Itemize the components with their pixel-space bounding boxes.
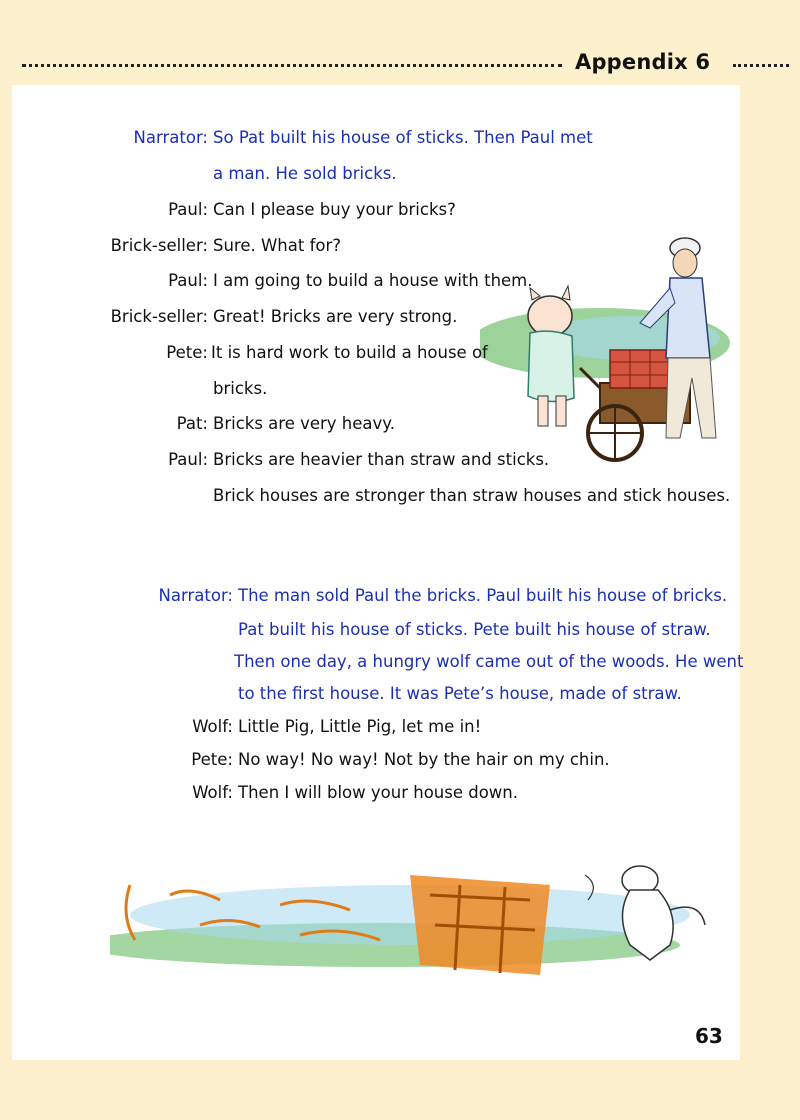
header-bar <box>0 50 800 80</box>
speech-text: Then one day, a hungry wolf came out of the woods. He went <box>234 652 744 671</box>
speaker-label: Narrator: <box>133 128 208 147</box>
speaker-label: Brick-seller: <box>110 236 208 255</box>
speech-text: It is hard work to build a house of <box>211 343 488 362</box>
pig-buying-bricks-illustration <box>480 228 730 478</box>
speaker-label: Wolf: <box>192 717 233 736</box>
speaker-label: Paul: <box>168 271 208 290</box>
speech-text: Bricks are heavier than straw and sticks. <box>213 450 550 469</box>
speech-text: Pat built his house of sticks. Pete built his house of straw. <box>238 620 711 639</box>
speech-text: So Pat built his house of sticks. Then Paul met <box>213 128 593 147</box>
speaker-label: Paul: <box>168 200 208 219</box>
speech-text: The man sold Paul the bricks. Paul built his house of bricks. <box>238 586 728 605</box>
appendix-title: Appendix 6 <box>575 50 711 74</box>
speech-text: I am going to build a house with them. <box>213 271 533 290</box>
speech-text: a man. He sold bricks. <box>213 164 397 183</box>
speech-text: Brick houses are stronger than straw houses and stick houses. <box>213 486 731 505</box>
speech-text: bricks. <box>213 379 268 398</box>
speech-text: Bricks are very heavy. <box>213 414 395 433</box>
header-dotted-rule <box>22 64 562 67</box>
header-dotted-rule <box>733 64 789 67</box>
speaker-label: Wolf: <box>192 783 233 802</box>
speech-text: Can I please buy your bricks? <box>213 200 456 219</box>
speech-text: Sure. What for? <box>213 236 342 255</box>
speaker-label: Paul: <box>168 450 208 469</box>
speaker-label: Brick-seller: <box>110 307 208 326</box>
speech-text: Great! Bricks are very strong. <box>213 307 458 326</box>
speaker-label: Pete: <box>191 750 233 769</box>
wolf-blowing-straw-house-illustration <box>110 855 730 985</box>
speech-text: to the first house. It was Pete’s house, made of straw. <box>238 684 682 703</box>
speaker-label: Pat: <box>176 414 208 433</box>
speech-text: No way! No way! Not by the hair on my chin. <box>238 750 610 769</box>
page-number: 63 <box>695 1024 723 1048</box>
speaker-label: Pete: <box>166 343 208 362</box>
speaker-label: Narrator: <box>158 586 233 605</box>
speech-text: Little Pig, Little Pig, let me in! <box>238 717 482 736</box>
speech-text: Then I will blow your house down. <box>238 783 519 802</box>
